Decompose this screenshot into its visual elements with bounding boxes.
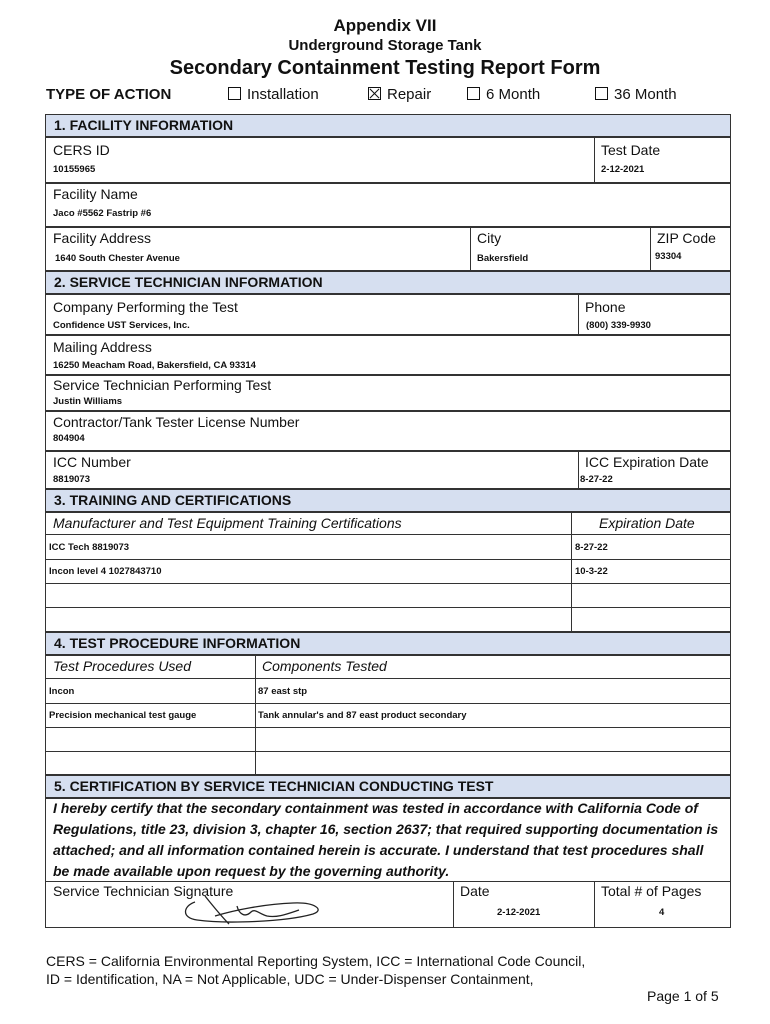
test-date-label: Test Date <box>601 142 661 158</box>
zip-code-value: 93304 <box>655 251 682 262</box>
section-facility-information: 1. FACILITY INFORMATION <box>45 114 731 137</box>
page-number: Page 1 of 5 <box>647 988 719 1004</box>
checked-checkbox-icon[interactable] <box>368 87 381 100</box>
mailing-address-label: Mailing Address <box>53 339 152 355</box>
section-training-certifications: 3. TRAINING AND CERTIFICATIONS <box>45 489 731 512</box>
date-label: Date <box>460 883 490 899</box>
procedure-col-comp: Components Tested <box>262 658 387 674</box>
table-row: Incon <box>49 686 75 697</box>
license-value: 804904 <box>53 433 85 444</box>
total-pages-label: Total # of Pages <box>601 883 702 899</box>
footer-line-1: CERS = California Environmental Reporting System, ICC = International Code Council, <box>46 953 586 969</box>
mailing-address-value: 16250 Meacham Road, Bakersfield, CA 93314 <box>53 360 256 371</box>
facility-address-label: Facility Address <box>53 230 152 246</box>
icc-number-label: ICC Number <box>53 454 131 470</box>
section-service-technician: 2. SERVICE TECHNICIAN INFORMATION <box>45 271 731 294</box>
zip-code-label: ZIP Code <box>657 230 716 246</box>
total-pages-value: 4 <box>659 907 665 918</box>
table-row: 87 east stp <box>258 686 308 697</box>
icc-number-value: 8819073 <box>53 474 90 485</box>
table-row: 10-3-22 <box>575 566 608 577</box>
cers-id-label: CERS ID <box>53 142 110 158</box>
certification-statement: I hereby certify that the secondary containment was tested in accordance with California Code of Regulations, title 23, division 3, chapter 16, section 2637; that required supporting documentation is attached; and all information contained herein is accurate. I understand that test procedures shall be made available upon request by the governing authority. <box>53 800 719 879</box>
facility-address-value: 1640 South Chester Avenue <box>55 253 180 264</box>
date-value: 2-12-2021 <box>497 907 541 918</box>
technician-value: Justin Williams <box>53 396 123 407</box>
test-date-value: 2-12-2021 <box>601 164 645 175</box>
signature-label: Service Technician Signature <box>53 883 234 899</box>
form-title: Secondary Containment Testing Report Form <box>169 57 601 79</box>
appendix-heading: Appendix VII <box>333 16 437 35</box>
table-row: Incon level 4 1027843710 <box>49 566 162 577</box>
facility-name-field[interactable] <box>45 183 731 227</box>
signature-image <box>175 892 325 928</box>
section-certification: 5. CERTIFICATION BY SERVICE TECHNICIAN CONDUCTING TEST <box>45 775 731 798</box>
option-repair[interactable]: Repair <box>368 86 431 103</box>
option-36-month[interactable]: 36 Month <box>595 86 677 103</box>
table-row: Tank annular's and 87 east product secondary <box>258 710 467 721</box>
table-row: ICC Tech 8819073 <box>49 542 130 553</box>
company-value: Confidence UST Services, Inc. <box>53 320 190 331</box>
option-installation[interactable]: Installation <box>228 86 319 103</box>
form-subtitle: Underground Storage Tank <box>288 37 482 54</box>
company-label: Company Performing the Test <box>53 299 238 315</box>
city-label: City <box>477 230 502 246</box>
facility-name-value: Jaco #5562 Fastrip #6 <box>53 208 152 219</box>
icc-expiration-value: 8-27-22 <box>580 474 613 485</box>
type-of-action-label: TYPE OF ACTION <box>46 86 172 103</box>
icc-expiration-label: ICC Expiration Date <box>585 454 709 470</box>
table-row: 8-27-22 <box>575 542 608 553</box>
cers-id-value: 10155965 <box>53 164 96 175</box>
checkbox-icon[interactable] <box>595 87 608 100</box>
checkbox-icon[interactable] <box>228 87 241 100</box>
footer-line-2: ID = Identification, NA = Not Applicable, UDC = Under-Dispenser Containment, <box>46 971 534 987</box>
training-col-exp: Expiration Date <box>599 515 695 531</box>
license-label: Contractor/Tank Tester License Number <box>53 414 300 430</box>
option-6-month[interactable]: 6 Month <box>467 86 540 103</box>
procedure-col-proc: Test Procedures Used <box>53 658 191 674</box>
training-col-cert: Manufacturer and Test Equipment Training Certifications <box>53 515 402 531</box>
section-test-procedure: 4. TEST PROCEDURE INFORMATION <box>45 632 731 655</box>
table-row: Precision mechanical test gauge <box>49 710 197 721</box>
city-value: Bakersfield <box>477 253 529 264</box>
checkbox-icon[interactable] <box>467 87 480 100</box>
phone-label: Phone <box>585 299 626 315</box>
technician-label: Service Technician Performing Test <box>53 377 272 393</box>
phone-value: (800) 339-9930 <box>586 320 651 331</box>
facility-name-label: Facility Name <box>53 186 138 202</box>
